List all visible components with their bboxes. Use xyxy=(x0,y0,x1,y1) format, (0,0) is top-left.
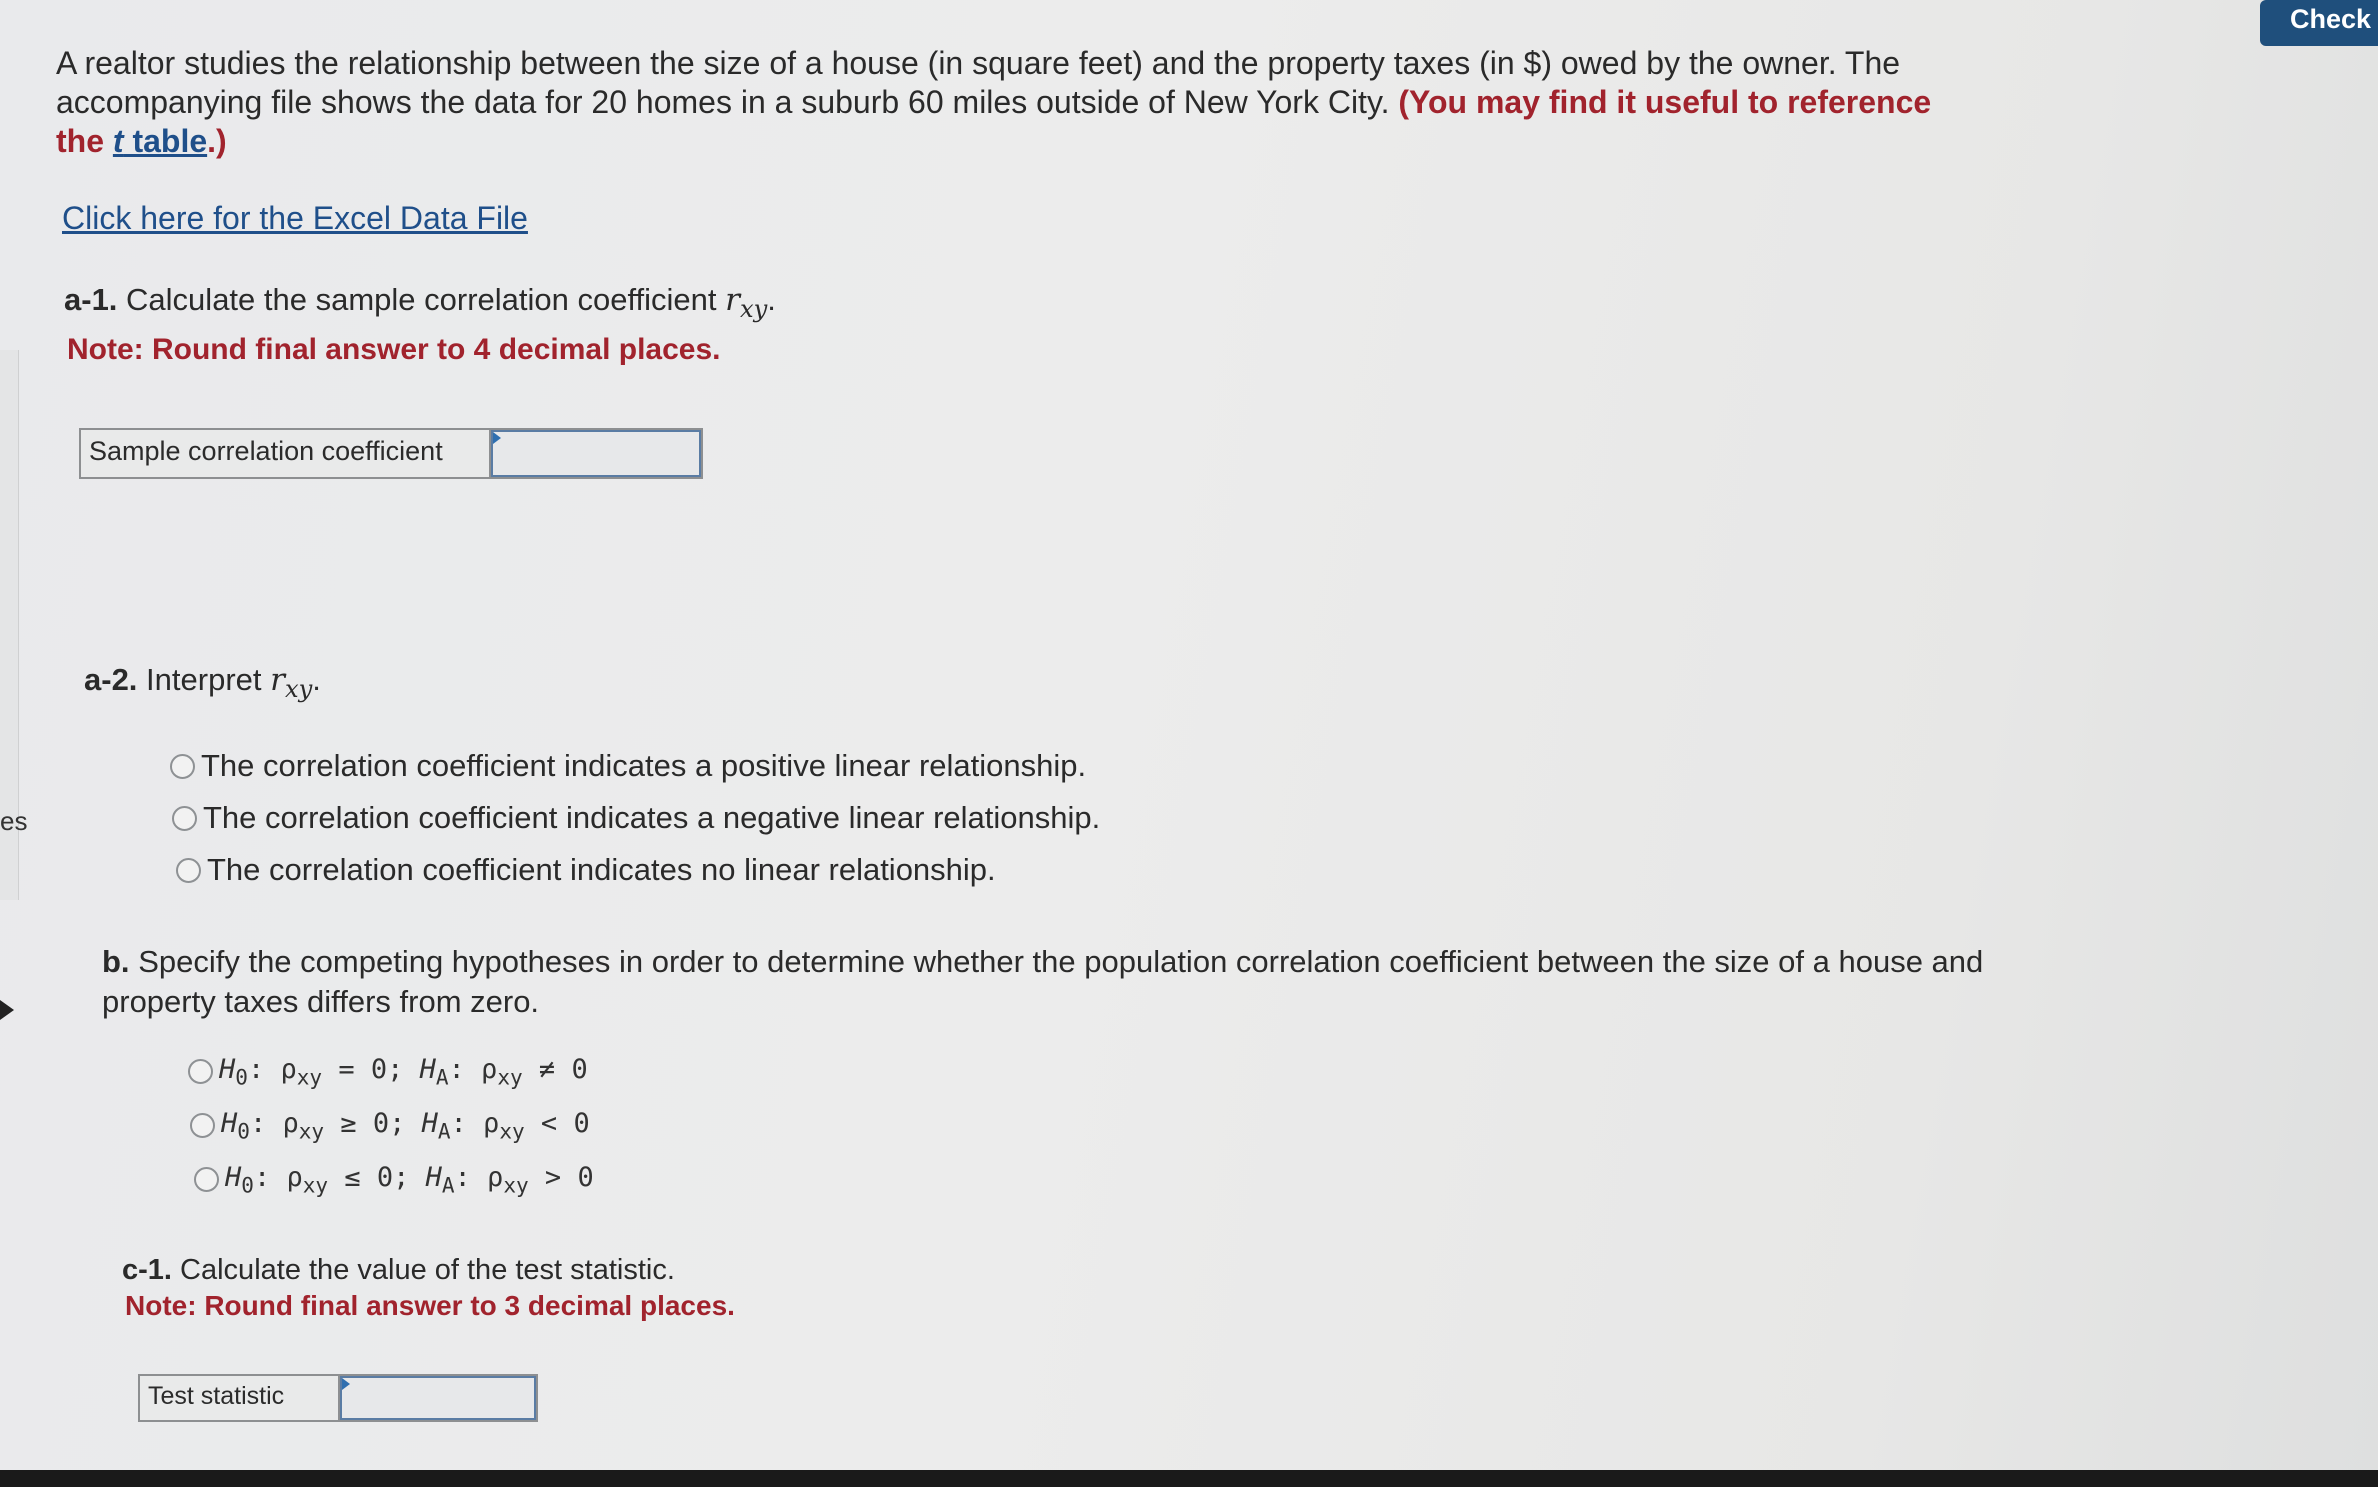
r-xy-symbol: $r_{xy}$ xyxy=(270,662,313,704)
radio-button[interactable] xyxy=(172,806,197,831)
radio-button[interactable] xyxy=(170,754,195,779)
option-label: The correlation coefficient indicates a negative linear relationship. xyxy=(203,800,1101,835)
correlation-input[interactable] xyxy=(491,430,701,477)
reference-note: (You may find it useful to reference the t table.) xyxy=(56,84,1932,159)
test-statistic-input[interactable] xyxy=(340,1376,536,1420)
intro-text: A realtor studies the relationship between the size of a house (in square feet) and the property taxes (in $) owed by the owner. The accompanying file shows the data for 20 homes in a suburb 60 miles outside of New York City. xyxy=(56,45,1901,120)
option-label: The correlation coefficient indicates a positive linear relationship. xyxy=(201,748,1087,783)
question-c1-prompt: c-1. Calculate the value of the test statistic. xyxy=(122,1254,675,1286)
question-c1-note: Note: Round final answer to 3 decimal places. xyxy=(125,1290,735,1321)
question-a2-prompt: a-2. Interpret $r_{xy}$. xyxy=(84,662,321,704)
a2-option-negative[interactable] xyxy=(172,800,1100,836)
option-label: The correlation coefficient indicates no linear relationship. xyxy=(207,852,996,887)
a2-option-none[interactable] xyxy=(176,852,996,888)
question-b-prompt: b. Specify the competing hypotheses in order to determine whether the population correlation coefficient between the size of a house and property taxes differs from zero. xyxy=(102,944,1984,1019)
radio-button[interactable] xyxy=(190,1113,215,1138)
hypothesis-label: $H_0$: $\rho_{xy} = 0$; $H_A$: $\rho_{xy} \ne 0$ xyxy=(219,1054,588,1090)
r-xy-symbol: $r_{xy}$ xyxy=(725,282,768,324)
question-a1-note: Note: Round final answer to 4 decimal places. xyxy=(67,333,721,366)
excel-data-file-link[interactable]: Click here for the Excel Data File xyxy=(62,200,528,236)
hypothesis-label: $H_0$: $\rho_{xy} \le 0$; $H_A$: $\rho_{xy} > 0$ xyxy=(225,1162,594,1198)
radio-button[interactable] xyxy=(194,1167,219,1192)
mouse-cursor-icon xyxy=(0,1000,14,1020)
b-option-right-tailed[interactable] xyxy=(194,1162,594,1197)
question-a1-prompt: a-1. Calculate the sample correlation coefficient $r_{xy}$. xyxy=(64,282,776,324)
check-button[interactable]: Check xyxy=(2260,0,2378,46)
problem-intro xyxy=(56,44,1986,161)
test-statistic-answer-row xyxy=(138,1374,538,1422)
radio-button[interactable] xyxy=(188,1059,213,1084)
correlation-answer-row xyxy=(79,428,703,479)
screen-bottom-bezel xyxy=(0,1470,2378,1487)
a2-option-positive[interactable] xyxy=(170,748,1086,784)
test-statistic-field-label: Test statistic xyxy=(140,1376,340,1420)
t-table-link[interactable]: t table xyxy=(112,123,208,159)
b-option-left-tailed[interactable] xyxy=(190,1108,590,1143)
radio-button[interactable] xyxy=(176,858,201,883)
b-option-two-tailed[interactable] xyxy=(188,1054,588,1089)
hypothesis-label: $H_0$: $\rho_{xy} \ge 0$; $H_A$: $\rho_{xy} < 0$ xyxy=(221,1108,590,1144)
correlation-field-label: Sample correlation coefficient xyxy=(81,430,491,477)
sidebar-edge-text: es xyxy=(0,806,28,836)
